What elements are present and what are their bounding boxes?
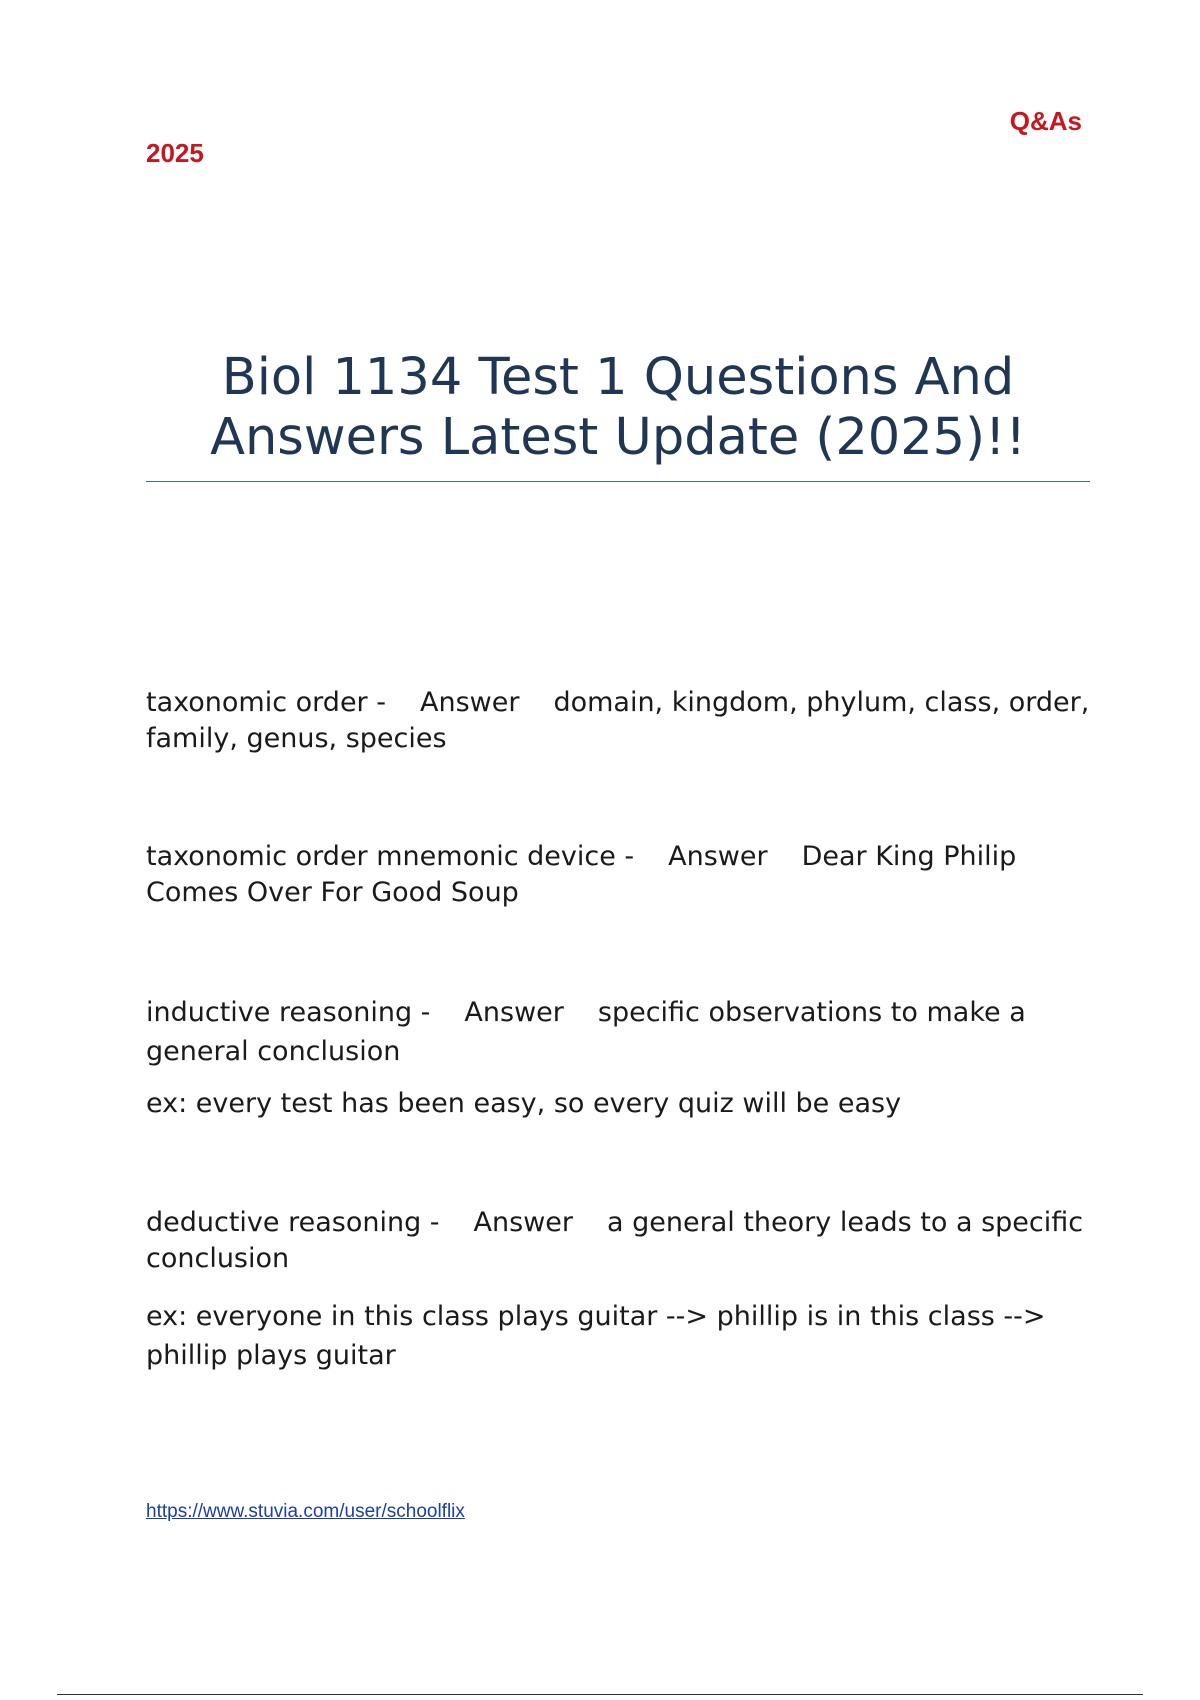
- qa-line: [146, 1205, 1096, 1277]
- qa-item-deductive-reasoning: [146, 1205, 1096, 1375]
- qa-term: taxonomic order -: [146, 687, 386, 718]
- qa-item-taxonomic-order: [146, 685, 1096, 757]
- qa-answer-label: Answer: [668, 841, 768, 872]
- qa-term: taxonomic order mnemonic device -: [146, 841, 635, 872]
- footer-divider: [57, 1694, 1143, 1695]
- qa-answer-label: Answer: [419, 687, 520, 718]
- qa-term: deductive reasoning -: [146, 1207, 440, 1238]
- qa-answer-label: Answer: [473, 1207, 573, 1238]
- stuvia-user-link[interactable]: https://www.stuvia.com/user/schoolflix: [146, 1501, 465, 1522]
- qa-answer: Dear King Philip Comes Over For Good Soup: [146, 841, 1017, 908]
- year-tag: 2025: [146, 138, 204, 168]
- document-title: [146, 348, 1090, 468]
- qa-term: inductive reasoning -: [146, 997, 431, 1028]
- qa-item-mnemonic: [146, 839, 1096, 911]
- qa-answer: domain, kingdom, phylum, class, order, family, genus, species: [146, 687, 1090, 754]
- qa-example: ex: everyone in this class plays guitar --> phillip is in this class --> phillip plays guitar: [146, 1301, 1046, 1371]
- qa-answer: specific observations to make a general conclusion: [146, 997, 1026, 1067]
- qa-line: [146, 839, 1096, 911]
- qa-line: [146, 993, 1096, 1071]
- qa-answer: a general theory leads to a specific conclusion: [146, 1207, 1084, 1274]
- qas-tag: Q&As: [1009, 106, 1082, 136]
- qa-item-inductive-reasoning: [146, 993, 1096, 1123]
- qa-example: ex: every test has been easy, so every quiz will be easy: [146, 1088, 902, 1119]
- qa-answer-label: Answer: [464, 997, 564, 1028]
- title-line-1: Biol 1134 Test 1 Questions And: [221, 348, 1015, 407]
- title-line-2: Answers Latest Update (2025)!!: [210, 408, 1026, 467]
- qa-line: [146, 685, 1096, 757]
- title-divider: [146, 481, 1090, 482]
